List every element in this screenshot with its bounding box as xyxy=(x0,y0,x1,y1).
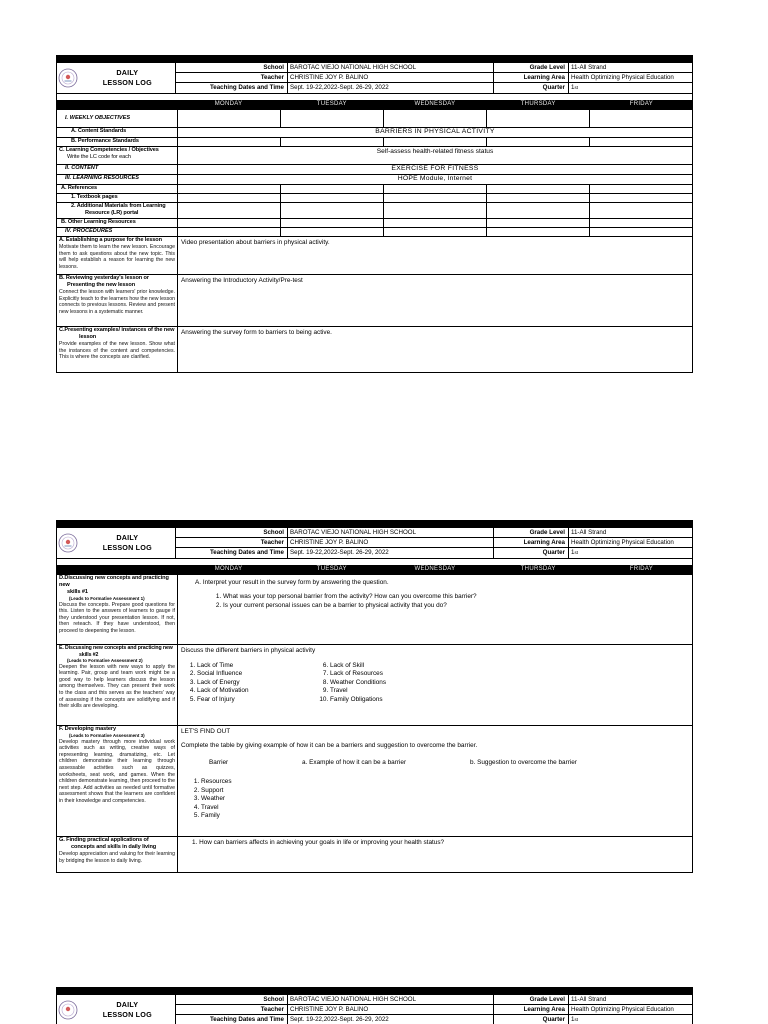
dates-label: Teaching Dates and Time xyxy=(176,548,288,558)
procedure-f-value: LET'S FIND OUT Complete the table by giving example of how it can be a barriers and suggestion to overcome the barrier. Barrier a. Example of how it can be a barrier b. Suggestion to overcome the barrier 1. Resources 2. Support 3. Weather 4. Travel 5. Family xyxy=(178,726,693,837)
quarter-value: 1 st xyxy=(571,549,578,557)
title-line-2: LESSON LOG xyxy=(102,78,152,87)
dates-value: Sept. 19-22,2022-Sept. 26-29, 2022 xyxy=(288,83,494,93)
day-thursday: THURSDAY xyxy=(520,100,556,107)
list-item: 2. Social Influence xyxy=(197,670,314,678)
list-item: 3. Weather xyxy=(201,795,690,803)
grade-value: 11-All Strand xyxy=(571,63,607,71)
barriers-title: BARRIERS IN PHYSICAL ACTIVITY xyxy=(178,128,693,138)
school-value: BAROTAC VIEJO NATIONAL HIGH SCHOOL xyxy=(288,995,494,1004)
interpret-questions-list xyxy=(181,593,690,610)
teacher-label: Teacher xyxy=(176,1005,288,1014)
document-title xyxy=(80,63,176,93)
list-item: 7. Lack of Resources xyxy=(330,670,386,678)
school-value: BAROTAC VIEJO NATIONAL HIGH SCHOOL xyxy=(288,528,494,537)
procedures-label: IV. PROCEDURES xyxy=(57,228,178,237)
area-label: Learning Area xyxy=(494,73,569,82)
list-item: 2. Is your current personal issues can be a barrier to physical activity that you do? xyxy=(223,602,690,610)
school-value: BAROTAC VIEJO NATIONAL HIGH SCHOOL xyxy=(288,63,494,72)
list-item: 4. Lack of Motivation xyxy=(197,687,314,695)
lesson-table-1 xyxy=(56,109,693,373)
procedure-c-value: Answering the survey form to barriers to being active. xyxy=(178,327,693,373)
procedure-g-value: 1. How can barriers affects in achieving your goals in life or improving your health status? xyxy=(178,837,693,873)
grade-label: Grade Level xyxy=(494,528,569,537)
teacher-value: CHRISTINE JOY P. BALINO xyxy=(288,1005,494,1014)
procedure-e-value: Discuss the different barriers in physical activity 1. Lack of Time 2. Social Influence 3. Lack of Energy 4. Lack of Motivation 5. Fear of Injury 6. Lack of Skill 7. Lack of Resources 8. Weather Conditions 9. Travel 10. Family Obligations xyxy=(178,645,693,726)
procedure-b-cell: B. Reviewing yesterday's lesson or Presenting the new lesson Connect the lesson with learners' prior knowledge. Explicitly teach to the learners how the new lesson connects to previous lessons. Review and present new lessons in a systematic manner. xyxy=(57,275,178,327)
header xyxy=(56,995,693,1024)
weekday-bar xyxy=(56,100,693,109)
weekly-objectives-label: I. WEEKLY OBJECTIVES xyxy=(57,110,178,128)
area-value: Health Optimizing Physical Education xyxy=(571,538,674,546)
dates-label: Teaching Dates and Time xyxy=(176,1015,288,1024)
lesson-table-2 xyxy=(56,574,693,873)
grade-label: Grade Level xyxy=(494,63,569,72)
day-tuesday: TUESDAY xyxy=(316,100,347,107)
list-item: 3. Lack of Energy xyxy=(197,679,314,687)
barrier-table-header: Barrier a. Example of how it can be a barrier b. Suggestion to overcome the barrier xyxy=(209,759,577,766)
list-item: 1. Resources xyxy=(201,778,690,786)
deped-seal-logo xyxy=(57,528,80,558)
day-monday: MONDAY xyxy=(214,100,243,107)
procedure-c-cell: C.Presenting examples/ instances of the new lesson Provide examples of the new lesson. Show what the instances of the content and competencies. This is where the concepts are clarified. xyxy=(57,327,178,373)
competencies-label: C. Learning Competencies / Objectives Write the LC code for each xyxy=(57,147,178,165)
lesson-log-page-1 xyxy=(56,55,693,373)
deped-seal-logo xyxy=(57,63,80,93)
quarter-value: 1 st xyxy=(571,84,578,92)
learning-resources-label: III. LEARNING RESOURCES xyxy=(57,175,178,185)
dates-label: Teaching Dates and Time xyxy=(176,83,288,93)
header xyxy=(56,528,693,559)
page-top-bar xyxy=(56,55,693,63)
title-line-1: DAILY xyxy=(116,68,139,78)
grade-value: 11-All Strand xyxy=(571,528,607,536)
barriers-list-2 xyxy=(314,661,386,704)
list-item: 8. Weather Conditions xyxy=(330,679,386,687)
grade-label: Grade Level xyxy=(494,995,569,1004)
procedure-g-cell: G. Finding practical applications of concepts and skills in daily living Develop appreciation and valuing for their learning by bridging the lesson to daily living. xyxy=(57,837,178,873)
dates-value: Sept. 19-22,2022-Sept. 26-29, 2022 xyxy=(288,548,494,558)
day-thursday: THURSDAY xyxy=(520,565,556,572)
procedure-a-value: Video presentation about barriers in physical activity. xyxy=(178,237,693,275)
content-value: EXERCISE FOR FITNESS xyxy=(178,165,693,175)
day-tuesday: TUESDAY xyxy=(316,565,347,572)
list-item: 4. Travel xyxy=(201,804,690,812)
document-title: DAILY LESSON LOG xyxy=(80,995,176,1024)
day-wednesday: WEDNESDAY xyxy=(414,100,456,107)
area-value: Health Optimizing Physical Education xyxy=(571,73,674,81)
teacher-label: Teacher xyxy=(176,73,288,82)
barriers-list-1 xyxy=(181,661,314,704)
day-friday: FRIDAY xyxy=(629,100,654,107)
area-label: Learning Area xyxy=(494,1005,569,1014)
weekday-bar xyxy=(56,565,693,574)
content-standards-label: A. Content Standards xyxy=(57,128,178,138)
references-label: A. References xyxy=(57,185,178,194)
procedure-f-cell: F. Developing mastery (Leads to Formative Assessment 3) Develop mastery through more individual work activities such as writing, creative ways of representing learning, dramatizing, etc. Let children demonstrate their learning through assessable activities such as quizzes, worksheets, seat work, and games. When the children demonstrate learning, then proceed to the next step. Add activities as needed until formative assessment shows that the learners are confident in their knowledge and competencies. xyxy=(57,726,178,837)
header xyxy=(56,63,693,94)
day-friday: FRIDAY xyxy=(629,565,654,572)
lesson-log-page-3 xyxy=(56,987,693,1024)
teacher-label: Teacher xyxy=(176,538,288,547)
barrier-types-list xyxy=(181,778,690,820)
textbook-pages-label: 1. Textbook pages xyxy=(57,194,178,203)
day-monday: MONDAY xyxy=(214,565,243,572)
procedure-d-cell: D.Discussing new concepts and practicing new skills #1 (Leads to Formative Assessment 1) Discuss the concepts. Prepare good questions for this. Listen to the answers of learners to gauge if they understood your presentation lesson. If not, then reteach. If they have understood, then proceed to deepening the lesson. xyxy=(57,575,178,645)
page-top-bar xyxy=(56,987,693,995)
school-label: School xyxy=(176,63,288,72)
procedure-a-cell: A. Establishing a purpose for the lesson Motivate them to learn the new lesson. Encourage them to ask questions about the new topic. This will help establish a reason for learning the new lessons. xyxy=(57,237,178,275)
list-item: 10. Family Obligations xyxy=(330,696,386,704)
document-title: DAILY LESSON LOG xyxy=(80,528,176,558)
lesson-log-page-2 xyxy=(56,520,693,873)
page-top-bar xyxy=(56,520,693,528)
competencies-value: Self-assess health-related fitness status xyxy=(178,147,693,165)
procedure-b-value: Answering the Introductory Activity/Pre-test xyxy=(178,275,693,327)
day-wednesday: WEDNESDAY xyxy=(414,565,456,572)
grade-value: 11-All Strand xyxy=(571,995,607,1003)
deped-seal-logo xyxy=(57,995,80,1024)
other-resources-label: B. Other Learning Resources xyxy=(57,219,178,228)
lets-find-out-title: LET'S FIND OUT xyxy=(181,728,231,735)
teacher-value: CHRISTINE JOY P. BALINO xyxy=(288,538,494,547)
content-label: II. CONTENT xyxy=(57,165,178,175)
teacher-value: CHRISTINE JOY P. BALINO xyxy=(288,73,494,82)
area-value: Health Optimizing Physical Education xyxy=(571,1005,674,1013)
quarter-value: 1 st xyxy=(571,1016,578,1024)
dates-value: Sept. 19-22,2022-Sept. 26-29, 2022 xyxy=(288,1015,494,1024)
list-item: 6. Lack of Skill xyxy=(330,662,386,670)
quarter-label: Quarter xyxy=(494,1015,569,1024)
procedure-e-cell: E. Discussing new concepts and practicing new skills #2 (Leads to Formative Assessment 2) Deepen the lesson with new ways to apply the learning. Pair, group and team work might be a good way to help learners discuss the lesson among themselves. They can present their work to the class and this serves as the teachers' way of assessing if the concepts are solidifying and if their skills are developing. xyxy=(57,645,178,726)
list-item: 2. Support xyxy=(201,787,690,795)
list-item: 9. Travel xyxy=(330,687,386,695)
school-label: School xyxy=(176,995,288,1004)
learning-resources-value: HOPE Module, Internet xyxy=(178,175,693,185)
list-item: 5. Fear of Injury xyxy=(197,696,314,704)
list-item: 5. Family xyxy=(201,812,690,820)
performance-standards-label: B. Performance Standards xyxy=(57,138,178,147)
additional-materials-label: 2. Additional Materials from Learning Resource (LR) portal xyxy=(57,203,178,219)
list-item: 1. Lack of Time xyxy=(197,662,314,670)
quarter-label: Quarter xyxy=(494,83,569,93)
school-label: School xyxy=(176,528,288,537)
procedure-d-value: A. Interpret your result in the survey form by answering the question. 1. What was your top personal barrier from the activity? How can you overcome this barrier? 2. Is your current personal issues can be a barrier to physical activity that you do? xyxy=(178,575,693,645)
quarter-label: Quarter xyxy=(494,548,569,558)
area-label: Learning Area xyxy=(494,538,569,547)
list-item: 1. What was your top personal barrier from the activity? How can you overcome this barrier? xyxy=(223,593,690,601)
